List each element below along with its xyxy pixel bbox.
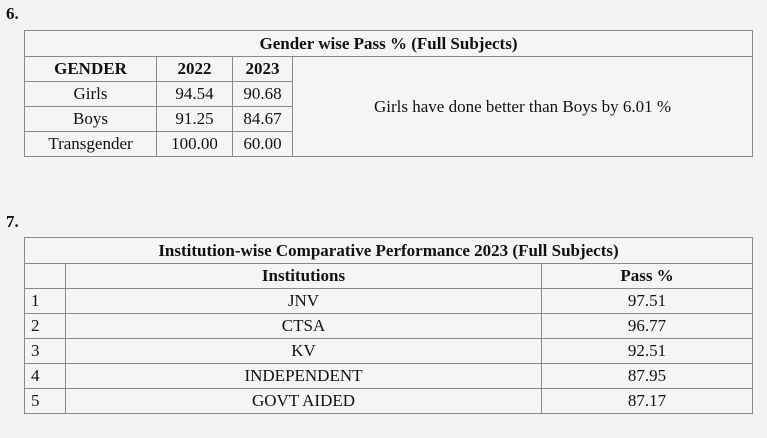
gender-cell: Girls <box>25 82 157 107</box>
gender-cell: Boys <box>25 107 157 132</box>
gender-table-title: Gender wise Pass % (Full Subjects) <box>25 31 753 57</box>
pass-percent-cell: 96.77 <box>542 314 753 339</box>
pass-percent-cell: 87.95 <box>542 364 753 389</box>
pass-percent-cell: 97.51 <box>542 289 753 314</box>
serial-cell: 3 <box>25 339 66 364</box>
institution-header-pass: Pass % <box>542 264 753 289</box>
gender-header-2023: 2023 <box>233 57 293 82</box>
table-row <box>25 339 753 364</box>
institution-table-title: Institution-wise Comparative Performance 2023 (Full Subjects) <box>25 238 753 264</box>
institution-cell: KV <box>66 339 542 364</box>
gender-comparison-note: Girls have done better than Boys by 6.01 % <box>293 57 753 157</box>
institution-cell: CTSA <box>66 314 542 339</box>
institution-performance-table <box>24 237 753 414</box>
gender-header-2022: 2022 <box>157 57 233 82</box>
institution-cell: INDEPENDENT <box>66 364 542 389</box>
pass-2022-cell: 94.54 <box>157 82 233 107</box>
table-row <box>25 389 753 414</box>
pass-percent-cell: 87.17 <box>542 389 753 414</box>
serial-cell: 4 <box>25 364 66 389</box>
institution-header-sno <box>25 264 66 289</box>
institution-cell: GOVT AIDED <box>66 389 542 414</box>
section-6-number: 6. <box>6 4 19 23</box>
serial-cell: 2 <box>25 314 66 339</box>
pass-2023-cell: 90.68 <box>233 82 293 107</box>
serial-cell: 1 <box>25 289 66 314</box>
institution-cell: JNV <box>66 289 542 314</box>
table-row <box>25 314 753 339</box>
section-7-number: 7. <box>6 212 19 231</box>
gender-header-gender: GENDER <box>25 57 157 82</box>
pass-2022-cell: 100.00 <box>157 132 233 157</box>
serial-cell: 5 <box>25 389 66 414</box>
pass-2022-cell: 91.25 <box>157 107 233 132</box>
pass-2023-cell: 84.67 <box>233 107 293 132</box>
institution-header-name: Institutions <box>66 264 542 289</box>
pass-percent-cell: 92.51 <box>542 339 753 364</box>
table-row <box>25 289 753 314</box>
gender-pass-table <box>24 30 753 157</box>
table-row <box>25 364 753 389</box>
pass-2023-cell: 60.00 <box>233 132 293 157</box>
gender-cell: Transgender <box>25 132 157 157</box>
